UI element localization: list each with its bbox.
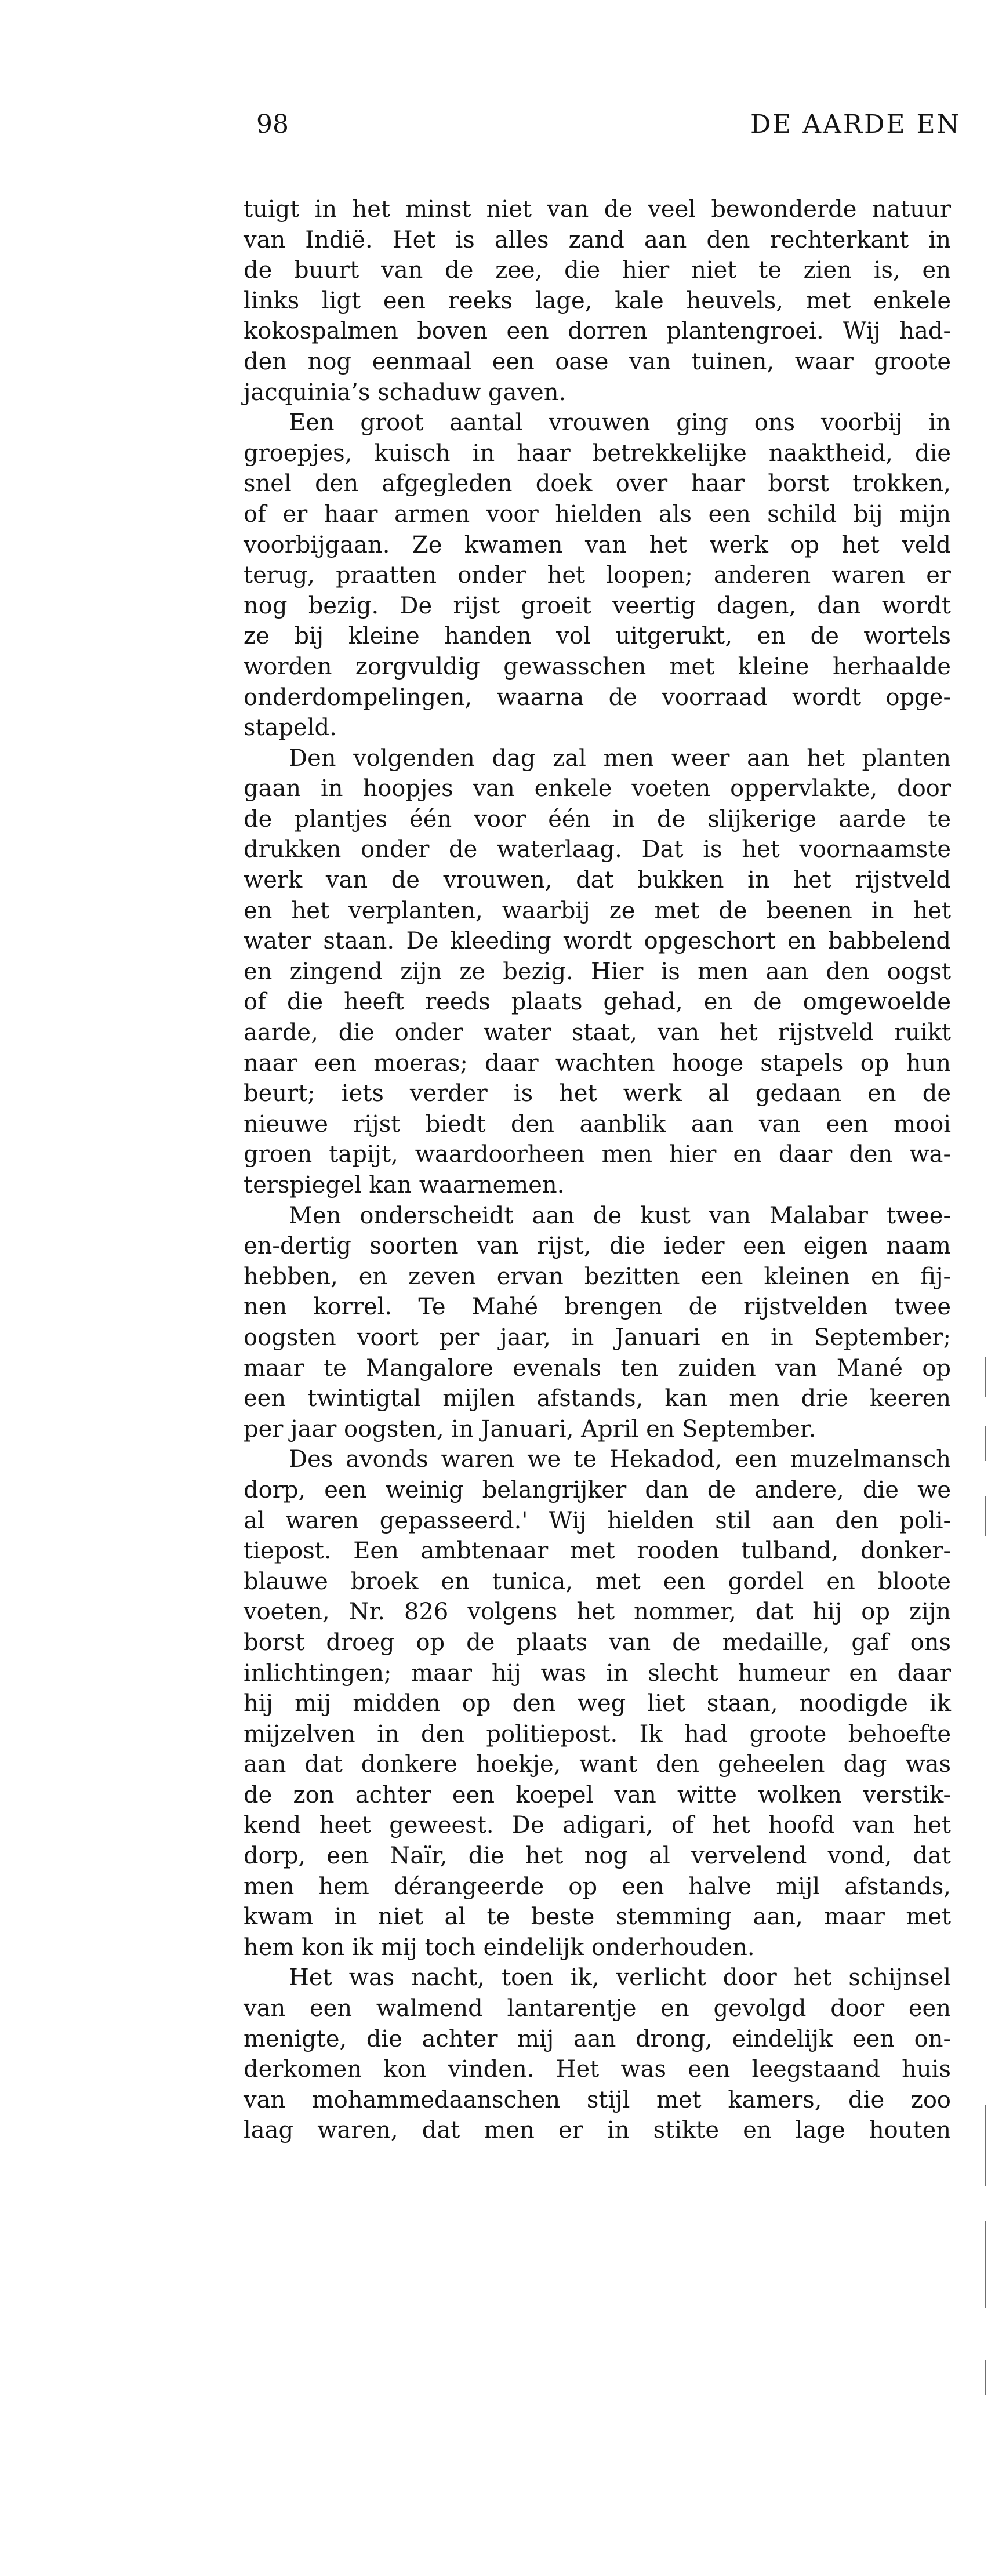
body-text	[244, 194, 951, 2146]
text-line: en-dertig soorten van rijst, die ieder een eigen naam	[244, 1233, 951, 1260]
text-line: Den volgenden dag zal men weer aan het planten	[289, 744, 951, 772]
text-line: onderdompelingen, waarna de voorraad wordt opge-	[244, 684, 951, 711]
page-edge-mark	[985, 2105, 986, 2186]
text-line: nen korrel. Te Mahé brengen de rijstvelden twee	[244, 1294, 951, 1321]
text-line: laag waren, dat men er in stikte en lage houten	[244, 2117, 951, 2144]
text-line: stapeld.	[244, 714, 337, 742]
text-line: de zon achter een koepel van witte wolken verstik-	[244, 1781, 951, 1808]
text-line: van een walmend lantarentje en gevolgd door een	[244, 1995, 951, 2022]
text-line: groepjes, kuisch in haar betrekkelijke naaktheid, die	[244, 439, 951, 467]
text-line: Men onderscheidt aan de kust van Malabar twee-	[289, 1202, 951, 1229]
text-line: terspiegel kan waarnemen.	[244, 1172, 565, 1198]
text-line: een twintigtal mijlen afstands, kan men drie keeren	[244, 1385, 951, 1412]
text-line: Des avonds waren we te Hekadod, een muzelmansch	[289, 1446, 951, 1473]
text-line: men hem dérangeerde op een halve mijl afstands,	[244, 1873, 951, 1900]
text-line: voeten, Nr. 826 volgens het nommer, dat hij op zijn	[244, 1598, 951, 1626]
text-line: en het verplanten, waarbij ze met de beenen in het	[244, 897, 951, 924]
text-line: aarde, die onder water staat, van het rijstveld ruikt	[244, 1019, 951, 1047]
text-line: hem kon ik mij toch eindelijk onderhouden.	[244, 1934, 755, 1961]
text-line: ze bij kleine handen vol uitgerukt, en de wortels	[244, 623, 951, 650]
text-line: kwam in niet al te beste stemming aan, maar met	[244, 1903, 951, 1931]
running-title: DE AARDE EN	[750, 110, 961, 139]
text-line: Het was nacht, toen ik, verlicht door het schijnsel	[289, 1964, 951, 1992]
text-line: links ligt een reeks lage, kale heuvels, met enkele	[244, 287, 951, 314]
text-line: of die heeft reeds plaats gehad, en de omgewoelde	[244, 989, 951, 1016]
text-line: worden zorgvuldig gewasschen met kleine herhaalde	[244, 653, 951, 680]
text-line: Een groot aantal vrouwen ging ons voorbij in	[289, 409, 951, 437]
text-line: de plantjes één voor één in de slijkerige aarde te	[244, 805, 951, 833]
text-line: inlichtingen; maar hij was in slecht humeur en daar	[244, 1659, 951, 1687]
text-line: blauwe broek en tunica, met een gordel en bloote	[244, 1568, 951, 1595]
page-edge-mark	[985, 1426, 986, 1461]
text-line: van mohammedaanschen stijl met kamers, die zoo	[244, 2086, 951, 2113]
text-line: dorp, een weinig belangrijker dan de andere, die we	[244, 1476, 951, 1503]
text-line: maar te Mangalore evenals ten zuiden van Mané op	[244, 1354, 951, 1382]
page-edge-mark	[985, 1496, 986, 1536]
page-edge-mark	[985, 2221, 986, 2308]
text-line: per jaar oogsten, in Januari, April en September.	[244, 1415, 816, 1443]
text-line: en zingend zijn ze bezig. Hier is men aan den oogst	[244, 958, 951, 985]
text-line: of er haar armen voor hielden als een schild bij mijn	[244, 500, 951, 528]
text-line: aan dat donkere hoekje, want den geheelen dag was	[244, 1751, 951, 1778]
text-line: derkomen kon vinden. Het was een leegstaand huis	[244, 2056, 951, 2083]
text-line: hebben, en zeven ervan bezitten een kleinen en fij-	[244, 1263, 951, 1290]
text-line: naar een moeras; daar wachten hooge stapels op hun	[244, 1049, 951, 1077]
text-line: terug, praatten onder het loopen; anderen waren er	[244, 562, 951, 589]
text-line: voorbijgaan. Ze kwamen van het werk op het veld	[244, 531, 951, 558]
text-line: gaan in hoopjes van enkele voeten oppervlakte, door	[244, 775, 951, 802]
text-line: groen tapijt, waardoorheen men hier en daar den wa-	[244, 1141, 951, 1168]
text-line: oogsten voort per jaar, in Januari en in September;	[244, 1324, 951, 1351]
text-line: jacquinia’s schaduw gaven.	[244, 379, 567, 406]
text-line: al waren gepasseerd.' Wij hielden stil aan den poli-	[244, 1507, 951, 1534]
text-line: de buurt van de zee, die hier niet te zien is, en	[244, 257, 951, 284]
text-line: beurt; iets verder is het werk al gedaan en de	[244, 1080, 951, 1107]
text-line: van Indië. Het is alles zand aan den rechterkant in	[244, 226, 951, 253]
text-line: tuigt in het minst niet van de veel bewonderde natuur	[244, 196, 951, 223]
text-line: tiepost. Een ambtenaar met rooden tulband, donker-	[244, 1538, 951, 1565]
text-line: dorp, een Naïr, die het nog al vervelend vond, dat	[244, 1843, 951, 1870]
text-line: kokospalmen boven een dorren plantengroei. Wij had-	[244, 318, 951, 345]
text-line: drukken onder de waterlaag. Dat is het voornaamste	[244, 836, 951, 863]
text-line: snel den afgegleden doek over haar borst trokken,	[244, 470, 951, 497]
text-line: werk van de vrouwen, dat bukken in het rijstveld	[244, 867, 951, 894]
text-line: menigte, die achter mij aan drong, eindelijk een on-	[244, 2025, 951, 2052]
text-line: den nog eenmaal een oase van tuinen, waar groote	[244, 348, 951, 375]
text-line: nieuwe rijst biedt den aanblik aan van een mooi	[244, 1110, 951, 1138]
page-edge-mark	[985, 2360, 986, 2395]
text-line: nog bezig. De rijst groeit veertig dagen, dan wordt	[244, 592, 951, 619]
text-line: kend heet geweest. De adigari, of het hoofd van het	[244, 1812, 951, 1839]
page-number: 98	[256, 110, 289, 139]
page-edge-mark	[985, 1357, 986, 1397]
text-line: borst droeg op de plaats van de medaille, gaf ons	[244, 1629, 951, 1656]
running-head	[0, 104, 995, 145]
text-line: hij mij midden op den weg liet staan, noodigde ik	[244, 1690, 951, 1717]
text-line: water staan. De kleeding wordt opgeschort en babbelend	[244, 928, 951, 955]
text-line: mijzelven in den politiepost. Ik had groote behoefte	[244, 1720, 951, 1747]
